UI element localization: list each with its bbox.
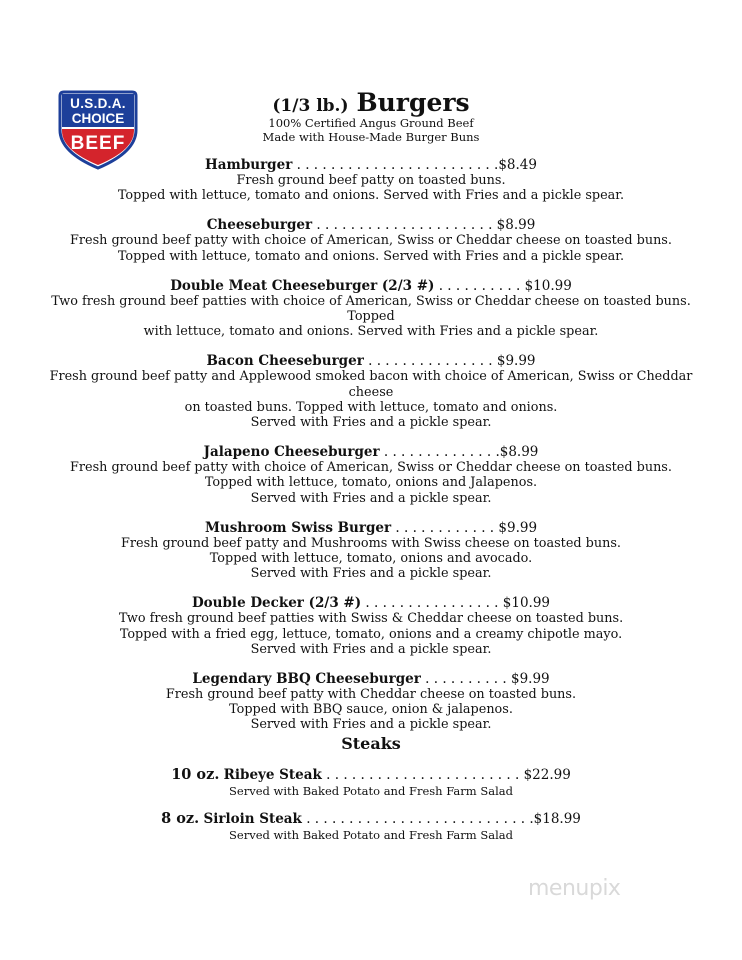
page-title — [0, 88, 742, 117]
item-description: Served with Fries and a pickle spear. — [250, 641, 492, 657]
item-description: Served with Baked Potato and Fresh Farm Salad — [229, 784, 513, 798]
steaks-heading: Steaks — [341, 734, 401, 753]
item-heading — [30, 520, 712, 536]
item-name: Sirloin Steak — [203, 811, 302, 827]
item-name: Jalapeno Cheeseburger — [203, 444, 380, 461]
item-dots: . . . . . . . . . . . . . . . . . . . . . . . — [321, 767, 524, 783]
title-prefix: (1/3 lb.) — [272, 96, 349, 116]
menu-item — [30, 278, 712, 340]
item-dots: . . . . . . . . . . — [420, 671, 511, 688]
item-heading — [30, 157, 712, 173]
item-heading — [30, 353, 712, 369]
item-description: Topped with lettuce, tomato, onions and Jalapenos. — [204, 475, 538, 491]
item-dots: . . . . . . . . . . . . . . . . . . . . . . . . — [292, 157, 499, 173]
subtitle-angus: 100% Certified Angus Ground Beef — [268, 116, 474, 130]
item-heading — [30, 766, 712, 784]
item-name: Ribeye Steak — [223, 767, 322, 783]
item-price: $10.99 — [524, 277, 572, 294]
menu-item — [30, 353, 712, 430]
item-size: 8 oz. — [161, 810, 200, 827]
item-description: Topped with lettuce, tomato, onions and avocado. — [209, 551, 533, 567]
menupix-watermark: menupix — [528, 876, 621, 901]
item-dots: . . . . . . . . . . . . . . . — [363, 353, 497, 370]
item-description: Two fresh ground beef patties with choice of American, Swiss or Cheddar cheese on toasted buns. Topped — [51, 293, 691, 325]
title-text: Burgers — [356, 88, 470, 117]
menu-item — [30, 766, 712, 798]
item-description: Fresh ground beef patty with Cheddar cheese on toasted buns. — [165, 687, 577, 703]
item-heading — [30, 444, 712, 460]
item-description: Served with Fries and a pickle spear. — [250, 415, 492, 431]
item-description: Served with Baked Potato and Fresh Farm Salad — [229, 828, 513, 842]
item-heading — [30, 810, 712, 828]
item-dots: . . . . . . . . . . . . . . — [379, 444, 500, 461]
item-description: Fresh ground beef patty with choice of American, Swiss or Cheddar cheese on toasted buns. — [70, 233, 672, 249]
item-price: $22.99 — [523, 767, 571, 783]
item-dots: . . . . . . . . . . . . . . . . . . . . . . . . . . . — [301, 811, 534, 827]
item-description: with lettuce, tomato and onions. Served with Fries and a pickle spear. — [143, 324, 599, 340]
item-name: Mushroom Swiss Burger — [204, 519, 392, 536]
item-description: Served with Fries and a pickle spear. — [250, 566, 492, 582]
item-name: Double Decker (2/3 #) — [191, 595, 362, 612]
item-heading — [30, 671, 712, 687]
item-price: $9.99 — [510, 671, 550, 688]
menu-item — [30, 217, 712, 263]
subtitle-buns: Made with House-Made Burger Buns — [262, 130, 480, 144]
logo-line-usda: U.S.D.A. — [70, 96, 126, 111]
item-dots: . . . . . . . . . . — [434, 277, 525, 294]
item-dots: . . . . . . . . . . . . . . . . — [361, 595, 503, 612]
item-name: Cheeseburger — [206, 217, 313, 234]
item-description: on toasted buns. Topped with lettuce, tomato and onions. — [184, 399, 558, 415]
item-price: $8.49 — [498, 157, 537, 173]
item-description: Topped with lettuce, tomato and onions. Served with Fries and a pickle spear. — [117, 248, 625, 264]
item-description: Fresh ground beef patty on toasted buns. — [236, 173, 506, 188]
item-price: $9.99 — [498, 519, 538, 536]
item-size: 10 oz. — [171, 766, 220, 783]
steak-list — [30, 766, 712, 854]
logo-line-choice: CHOICE — [71, 111, 125, 126]
item-description: Topped with lettuce, tomato and onions. Served with Fries and a pickle spear. — [117, 188, 625, 204]
item-description: Fresh ground beef patty and Mushrooms with Swiss cheese on toasted buns. — [121, 535, 621, 551]
item-description: Served with Fries and a pickle spear. — [250, 490, 492, 506]
item-name: Double Meat Cheeseburger (2/3 #) — [170, 277, 435, 294]
item-dots: . . . . . . . . . . . . — [391, 519, 499, 536]
burger-list — [30, 157, 712, 747]
menu-item — [30, 157, 712, 203]
menu-item — [30, 671, 712, 733]
item-name: Hamburger — [205, 157, 293, 173]
menu-item — [30, 595, 712, 657]
logo-line-beef: BEEF — [70, 133, 126, 154]
item-heading — [30, 278, 712, 294]
item-price: $8.99 — [499, 444, 539, 461]
menu-item — [30, 520, 712, 582]
item-description: Fresh ground beef patty and Applewood smoked bacon with choice of American, Swiss or Cheddar cheese — [49, 369, 693, 400]
item-dots: . . . . . . . . . . . . . . . . . . . . . — [312, 217, 497, 234]
menu-item — [30, 810, 712, 842]
item-name: Legendary BBQ Cheeseburger — [192, 671, 421, 688]
item-heading — [30, 217, 712, 233]
item-description: Two fresh ground beef patties with Swiss & Cheddar cheese on toasted buns. — [118, 611, 624, 627]
item-description: Served with Fries and a pickle spear. — [250, 717, 492, 733]
item-description: Topped with a fried egg, lettuce, tomato, onions and a creamy chipotle mayo. — [119, 626, 623, 642]
menu-item — [30, 444, 712, 506]
item-price: $8.99 — [496, 217, 536, 234]
item-description: Topped with BBQ sauce, onion & jalapenos. — [229, 702, 513, 718]
item-description: Fresh ground beef patty with choice of American, Swiss or Cheddar cheese on toasted buns. — [70, 460, 672, 476]
item-heading — [30, 595, 712, 611]
item-price: $9.99 — [496, 353, 536, 370]
item-name: Bacon Cheeseburger — [206, 353, 364, 370]
item-price: $10.99 — [502, 595, 551, 612]
item-price: $18.99 — [533, 811, 581, 827]
